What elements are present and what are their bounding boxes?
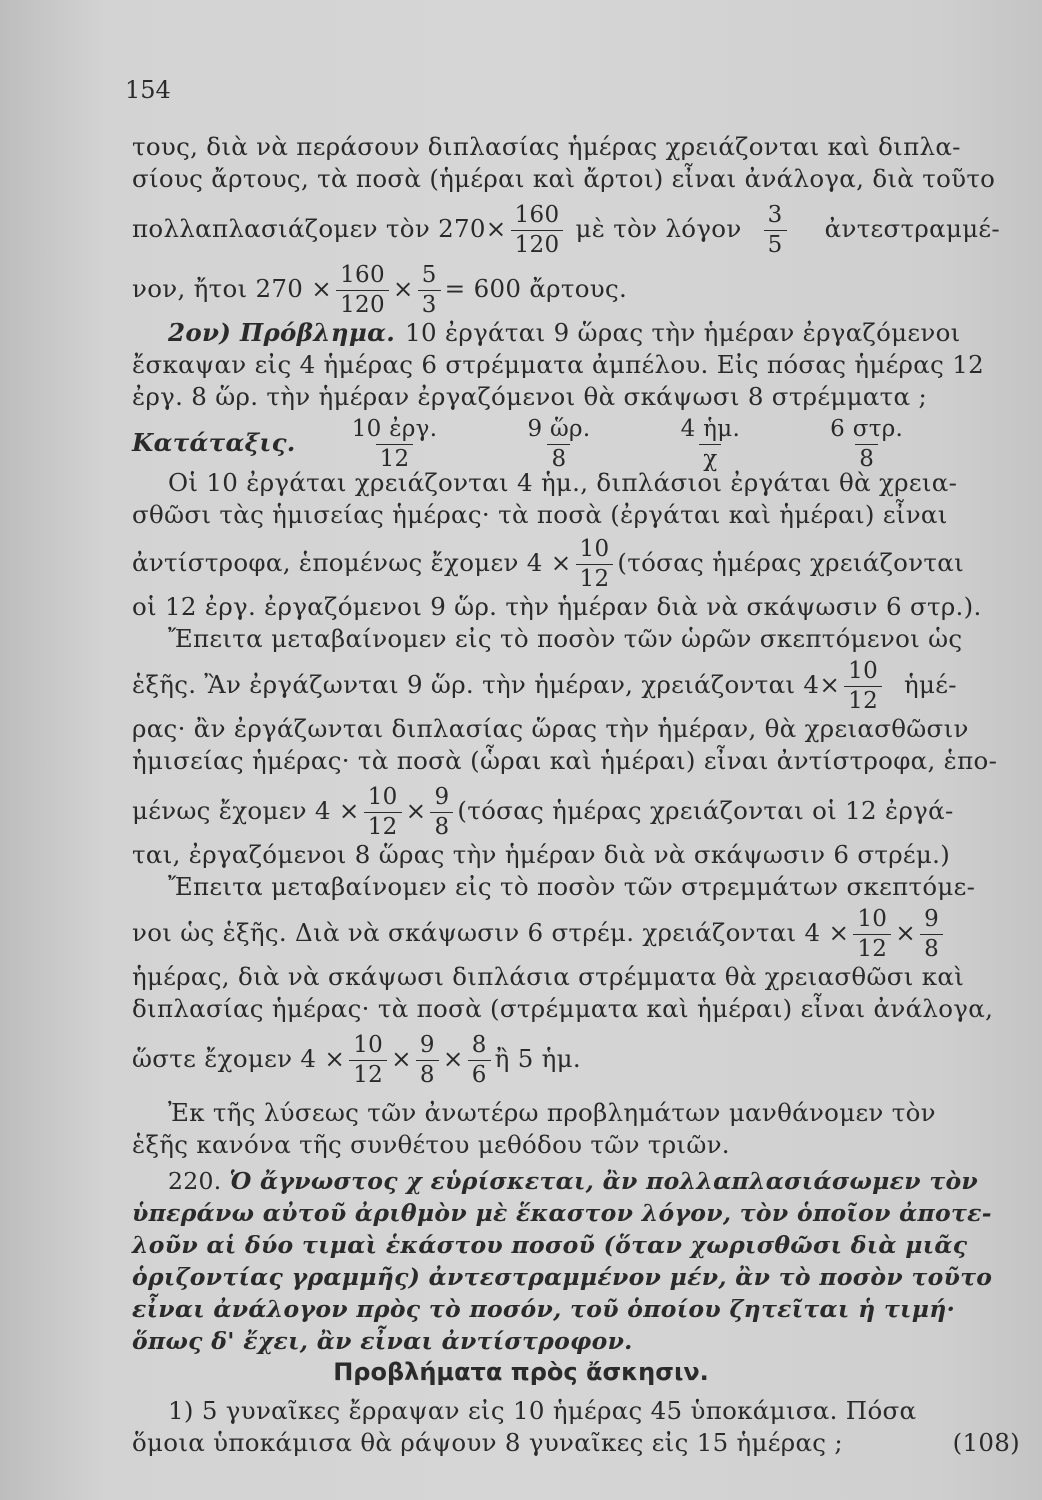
numerator: 9	[924, 906, 939, 932]
arrangement-line	[132, 418, 1032, 471]
text-run: νοι ὡς ἑξῆς. Διὰ νὰ σκάψωσιν 6 στρέμ. χρειάζονται 4 ×	[132, 918, 850, 947]
exercise-line	[132, 1428, 1032, 1458]
rule-line: εἶναι ἀνάλογον πρὸς τὸ ποσόν, τοῦ ὁποίου ζητεῖται ἡ τιμή·	[132, 1295, 956, 1323]
numerator: 4 ἡμ.	[680, 416, 741, 442]
text-line	[132, 538, 1032, 591]
text-run: ἀντεστραμμέ-	[824, 214, 1000, 243]
text-run: ×	[405, 796, 427, 825]
denominator: χ	[699, 444, 721, 471]
numerator: 10	[353, 1032, 384, 1058]
text-run: μὲ τὸν λόγον	[575, 214, 742, 243]
denominator: 12	[844, 686, 882, 713]
text-line: ἡμισείας ἡμέρας· τὰ ποσὰ (ὧραι καὶ ἡμέραι) εἶναι ἀντίστροφα, ἑπο-	[132, 746, 998, 775]
text-run: ἑξῆς. Ἂν ἐργάζωνται 9 ὥρ. τὴν ἡμέραν, χρειάζονται 4×	[132, 670, 841, 699]
fraction	[576, 538, 614, 591]
text-line: σίους ἄρτους, τὰ ποσὰ (ἡμέραι καὶ ἄρτοι) εἶναι ἀνάλογα, διὰ τοῦτο	[132, 164, 996, 193]
text-line: ἡμέρας, διὰ νὰ σκάψωσι διπλάσια στρέμματα θὰ χρειασθῶσι καὶ	[132, 962, 965, 991]
fraction	[677, 418, 744, 471]
text-run: ×	[442, 1044, 464, 1073]
fraction	[920, 908, 943, 961]
fraction	[511, 204, 564, 257]
rule-text: Ὁ ἄγνωστος χ εὑρίσκεται, ἂν πολλαπλασιάσωμεν τὸν	[229, 1167, 979, 1195]
text-line	[168, 318, 1042, 348]
text-run: 10 ἐργάται 9 ὥρας τὴν ἡμέραν ἐργαζόμενοι	[405, 318, 961, 347]
denominator: 3	[418, 290, 441, 317]
fraction	[416, 1034, 439, 1087]
numerator: 9	[434, 784, 450, 810]
denominator: 8	[416, 1060, 439, 1087]
text-run: ×	[391, 1044, 412, 1073]
fraction	[349, 1034, 387, 1087]
numerator: 8	[471, 1032, 487, 1058]
numerator: 10	[857, 906, 888, 932]
rule-line: ὅπως δ' ἔχει, ἂν εἶναι ἀντίστροφον.	[132, 1327, 633, 1355]
rule-line	[168, 1166, 1042, 1196]
text-run: ἢ 5 ἡμ.	[494, 1044, 581, 1073]
text-line: ται, ἐργαζόμενοι 8 ὥρας τὴν ἡμέραν διὰ νὰ σκάψωσιν 6 στρέμ.)	[132, 840, 951, 869]
text-run: μένως ἔχομεν 4 ×	[132, 796, 360, 825]
denominator: 12	[364, 812, 402, 839]
text-line: Ἔπειτα μεταβαίνομεν εἰς τὸ ποσὸν τῶν ὡρῶν σκεπτόμενοι ὡς	[168, 624, 963, 653]
text-line: τους, διὰ νὰ περάσουν διπλασίας ἡμέρας χρειάζονται καὶ διπλα-	[132, 132, 961, 161]
fraction	[764, 204, 787, 257]
numerator: 9 ὥρ.	[527, 416, 591, 442]
denominator: 120	[336, 290, 389, 317]
text-line	[132, 204, 1032, 257]
fraction	[523, 418, 594, 471]
text-line: ἔσκαψαν εἰς 4 ἡμέρας 6 στρέμματα ἀμπέλου. Εἰς πόσας ἡμέρας 12	[132, 350, 984, 379]
text-line: ἑξῆς κανόνα τῆς συνθέτου μεθόδου τῶν τριῶν.	[132, 1130, 730, 1159]
text-run: = 600 ἄρτους.	[444, 274, 628, 303]
fraction	[468, 1034, 491, 1087]
rule-number: 220.	[168, 1167, 222, 1195]
numerator: 6 στρ.	[830, 416, 904, 442]
numerator: 10	[579, 536, 610, 562]
denominator: 8	[547, 444, 570, 471]
denominator: 12	[349, 1060, 387, 1087]
exercises-heading: Προβλήματα πρὸς ἄσκησιν.	[333, 1358, 709, 1386]
text-run: ἀντίστροφα, ἑπομένως ἔχομεν 4 ×	[132, 548, 572, 577]
text-run: ἡμέ-	[904, 670, 957, 699]
answer: (108)	[952, 1428, 1020, 1457]
fraction	[348, 418, 442, 471]
numerator: 3	[767, 202, 783, 228]
numerator: 10	[367, 784, 398, 810]
fraction	[364, 786, 402, 839]
denominator: 8	[920, 934, 943, 961]
text-line: Οἱ 10 ἐργάται χρειάζονται 4 ἡμ., διπλάσιοι ἐργάται θὰ χρεια-	[168, 468, 958, 497]
arrangement-label: Κατάταξις.	[132, 428, 296, 457]
numerator: 9	[419, 1032, 435, 1058]
fraction	[336, 264, 389, 317]
text-line: ἐργ. 8 ὥρ. τὴν ἡμέραν ἐργαζόμενοι θὰ σκάψωσι 8 στρέμματα ;	[132, 382, 928, 411]
fraction	[430, 786, 453, 839]
text-line	[132, 786, 1032, 839]
fraction	[853, 908, 891, 961]
denominator: 12	[376, 444, 414, 471]
rule-line: ὁριζοντίας γραμμῆς) ἀντεστραμμένον μέν, ἂν τὸ ποσὸν τοῦτο	[132, 1263, 993, 1291]
text-run: ὥστε ἔχομεν 4 ×	[132, 1044, 346, 1073]
denominator: 120	[511, 230, 564, 257]
text-run: ×	[895, 918, 917, 947]
text-line	[132, 1034, 1032, 1087]
text-run: (τόσας ἡμέρας χρειάζονται οἱ 12 ἐργά-	[457, 796, 954, 825]
rule-line: λοῦν αἱ δύο τιμαὶ ἑκάστου ποσοῦ (ὅταν χωρισθῶσι διὰ μιᾶς	[132, 1231, 968, 1259]
text-line	[132, 264, 1032, 317]
text-line: οἱ 12 ἐργ. ἐργαζόμενοι 9 ὥρ. τὴν ἡμέραν διὰ νὰ σκάψωσιν 6 στρ.).	[132, 592, 982, 621]
numerator: 10	[848, 658, 879, 684]
fraction	[418, 264, 441, 317]
fraction	[826, 418, 907, 471]
exercise-line: 1) 5 γυναῖκες ἔρραψαν εἰς 10 ἡμέρας 45 ὑποκάμισα. Πόσα	[168, 1396, 917, 1425]
text-line: σθῶσι τὰς ἡμισείας ἡμέρας· τὰ ποσὰ (ἐργάται καὶ ἡμέραι) εἶναι	[132, 500, 948, 529]
text-run: νον, ἤτοι 270 ×	[132, 274, 333, 303]
denominator: 8	[430, 812, 453, 839]
text-run: (τόσας ἡμέρας χρειάζονται	[617, 548, 965, 577]
denominator: 12	[576, 564, 614, 591]
numerator: 160	[340, 262, 385, 288]
text-run: πολλαπλασιάζομεν τὸν 270×	[132, 214, 507, 243]
numerator: 160	[514, 202, 560, 228]
text-run: ὅμοια ὑποκάμισα θὰ ράψουν 8 γυναῖκες εἰς 15 ἡμέρας ;	[132, 1428, 843, 1457]
text-line: ρας· ἂν ἐργάζωνται διπλασίας ὥρας τὴν ἡμέραν, θὰ χρειασθῶσιν	[132, 714, 969, 743]
page-number: 154	[125, 76, 171, 104]
numerator: 10 ἐργ.	[351, 416, 438, 442]
text-run: ×	[392, 274, 414, 303]
denominator: 8	[855, 444, 878, 471]
denominator: 6	[468, 1060, 491, 1087]
denominator: 5	[764, 230, 787, 257]
text-line: Ἔπειτα μεταβαίνομεν εἰς τὸ ποσὸν τῶν στρεμμάτων σκεπτόμε-	[168, 872, 976, 901]
text-line	[132, 908, 1032, 961]
denominator: 12	[853, 934, 891, 961]
text-line: Ἐκ τῆς λύσεως τῶν ἀνωτέρω προβλημάτων μανθάνομεν τὸν	[168, 1098, 936, 1127]
text-line	[132, 660, 1032, 713]
fraction	[844, 660, 882, 713]
numerator: 5	[421, 262, 437, 288]
text-line: διπλασίας ἡμέρας· τὰ ποσὰ (στρέμματα καὶ ἡμέραι) εἶναι ἀνάλογα,	[132, 994, 994, 1023]
rule-line: ὑπεράνω αὐτοῦ ἀριθμὸν μὲ ἕκαστον λόγον, τὸν ὁποῖον ἀποτε-	[132, 1199, 992, 1227]
problem-label: 2ον) Πρόβλημα.	[168, 318, 396, 347]
